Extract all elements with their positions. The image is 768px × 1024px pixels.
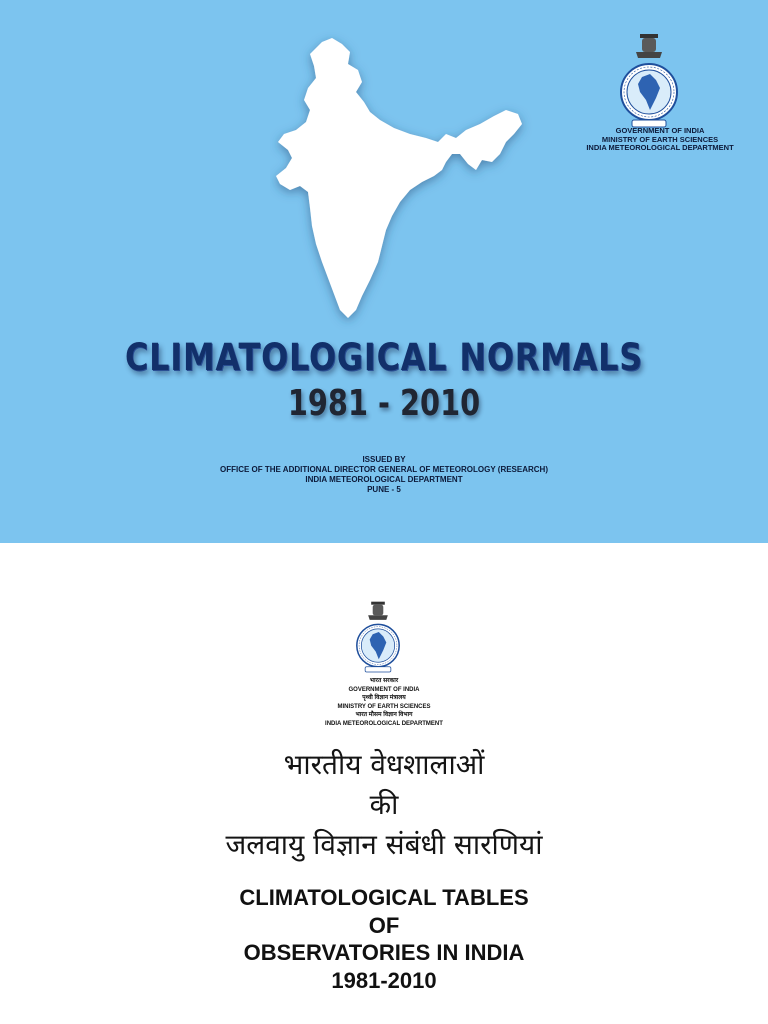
department-line: INDIA METEOROLOGICAL DEPARTMENT <box>325 720 443 727</box>
department-hindi-line: भारत मौसम विज्ञान विभाग <box>355 712 413 719</box>
hindi-title-line: भारतीय वेधशालाओं <box>283 748 485 781</box>
english-title <box>0 884 768 994</box>
govt-hindi-line: भारत सरकार <box>369 678 399 684</box>
ministry-hindi-line: पृथ्वी विज्ञान मंत्रालय <box>362 695 406 702</box>
india-map-icon <box>270 30 560 330</box>
hindi-title-line: की <box>369 788 399 821</box>
issued-city-line: PUNE - 5 <box>367 485 401 494</box>
english-title-years: 1981-2010 <box>331 967 437 993</box>
ministry-line: MINISTRY OF EARTH SCIENCES <box>337 703 431 710</box>
govt-line: GOVERNMENT OF INDIA <box>615 126 705 135</box>
imd-emblem-icon <box>350 600 406 676</box>
hindi-title-line: जलवायु विज्ञान संबंधी सारणियां <box>225 828 543 861</box>
hindi-title <box>0 745 768 865</box>
issued-department-line: INDIA METEOROLOGICAL DEPARTMENT <box>305 475 463 484</box>
issued-by-block <box>0 455 768 495</box>
english-title-line: OBSERVATORIES IN INDIA <box>243 940 525 965</box>
govt-header <box>560 127 760 153</box>
ministry-line: MINISTRY OF EARTH SCIENCES <box>601 134 719 144</box>
cover-title: CLIMATOLOGICAL NORMALS <box>124 336 644 379</box>
govt-line: GOVERNMENT OF INDIA <box>348 686 420 693</box>
imd-emblem-icon <box>612 32 686 132</box>
issued-by-label: ISSUED BY <box>362 455 406 464</box>
cover-years: 1981 - 2010 <box>287 383 481 424</box>
department-line: INDIA METEOROLOGICAL DEPARTMENT <box>586 143 734 153</box>
english-title-line: OF <box>368 912 400 938</box>
issued-office-line: OFFICE OF THE ADDITIONAL DIRECTOR GENERAL OF METEOROLOGY (RESEARCH) <box>219 465 548 474</box>
english-title-line: CLIMATOLOGICAL TABLES <box>239 885 529 910</box>
govt-bilingual-header <box>284 677 484 729</box>
